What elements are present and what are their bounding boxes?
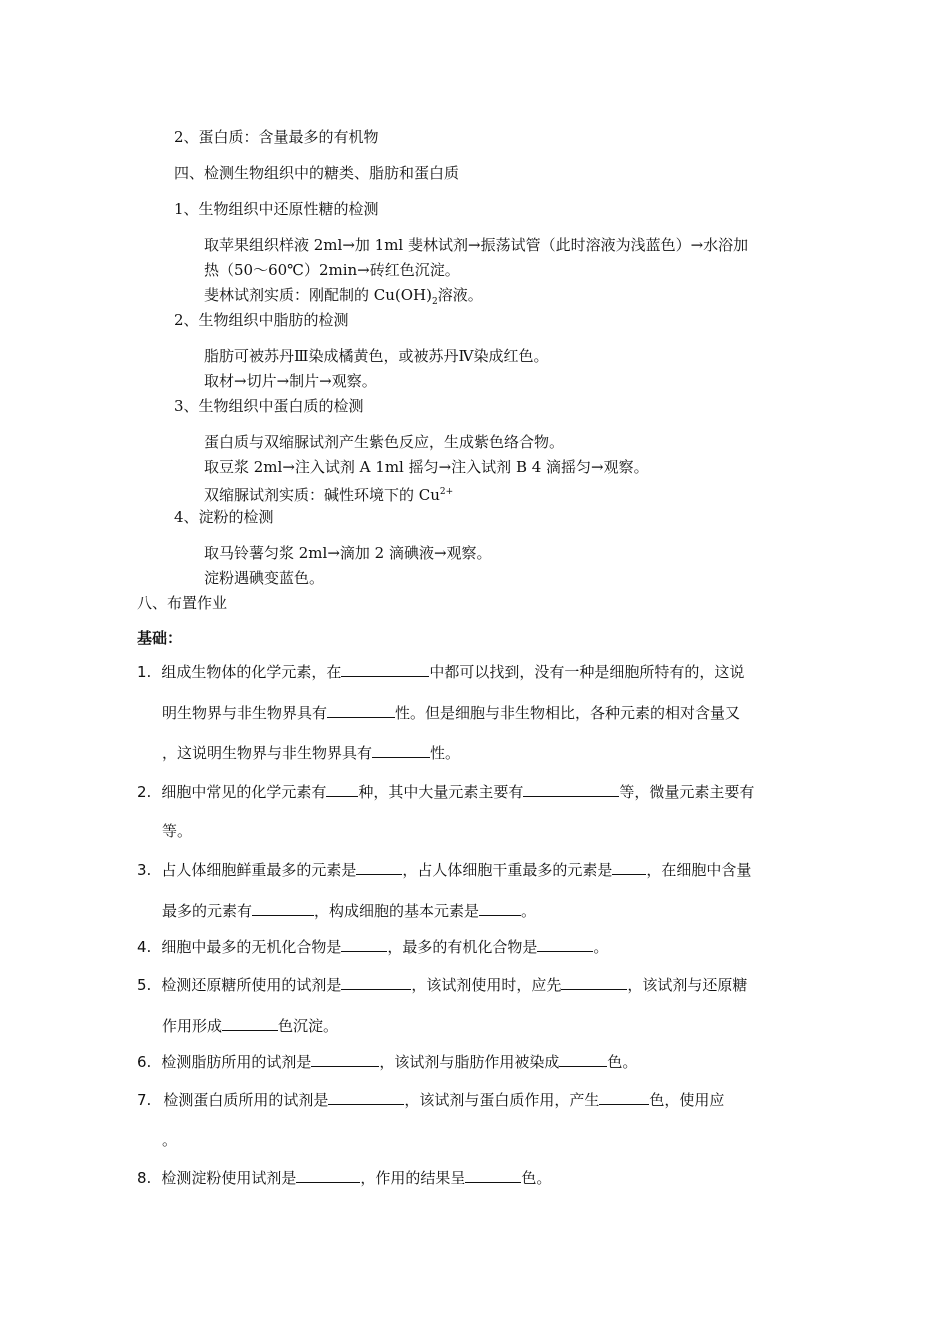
answer-blank[interactable]: [252, 901, 314, 916]
question-text: 作用形成: [162, 1017, 223, 1035]
question-1-line2: [162, 703, 740, 723]
question-text: 检测脂肪所用的试剂是: [161, 1053, 312, 1071]
question-5-line1: [137, 975, 747, 995]
question-text: ，构成细胞的基本元素是: [314, 902, 480, 920]
question-text: 细胞中最多的无机化合物是: [161, 938, 342, 956]
answer-blank[interactable]: [599, 1090, 649, 1105]
question-2-line1: [137, 782, 754, 802]
question-text: ，该试剂使用时，应先: [411, 976, 562, 994]
fat-stain-line: 脂肪可被苏丹Ⅲ染成橘黄色，或被苏丹Ⅳ染成红色。: [204, 347, 549, 365]
section-eight-heading: 八、布置作业: [137, 594, 228, 612]
fehling-note-end: 溶液。: [437, 286, 483, 304]
subheading-reducing-sugar: 1、生物组织中还原性糖的检测: [174, 200, 379, 218]
answer-blank[interactable]: [326, 782, 358, 797]
protein-reaction-line: 蛋白质与双缩脲试剂产生紫色反应，生成紫色络合物。: [204, 433, 565, 451]
question-number: 6.: [137, 1053, 152, 1071]
question-1-line1: [137, 662, 744, 682]
question-number: 3.: [137, 861, 152, 879]
question-text: 色沉淀。: [278, 1017, 339, 1035]
fehling-note-text: 斐林试剂实质：刚配制的 Cu(OH): [204, 286, 432, 304]
answer-blank[interactable]: [612, 860, 646, 875]
question-text: 性。但是细胞与非生物相比，各种元素的相对含量又: [395, 704, 741, 722]
subheading-fat: 2、生物组织中脂肪的检测: [174, 311, 349, 329]
question-text: 细胞中常见的化学元素有: [161, 783, 327, 801]
question-text: 色，使用应: [649, 1091, 725, 1109]
biuret-superscript: 2+: [439, 487, 454, 497]
answer-blank[interactable]: [341, 662, 429, 677]
question-7-line2: 。: [162, 1131, 178, 1149]
answer-blank[interactable]: [296, 1168, 360, 1183]
fehling-reagent-note: [204, 285, 483, 312]
answer-blank[interactable]: [465, 1168, 521, 1183]
answer-blank[interactable]: [328, 1090, 404, 1105]
answer-blank[interactable]: [341, 975, 411, 990]
question-text: 性。: [430, 744, 461, 762]
question-text: ，该试剂与脂肪作用被染成: [379, 1053, 560, 1071]
question-number: 4.: [137, 938, 152, 956]
question-text: 检测蛋白质所用的试剂是: [163, 1091, 329, 1109]
question-text: ，该试剂与蛋白质作用，产生: [404, 1091, 600, 1109]
question-2-line2: 等。: [162, 822, 193, 840]
question-text: 色。: [607, 1053, 638, 1071]
section-four-heading: 四、检测生物组织中的糖类、脂肪和蛋白质: [174, 164, 460, 182]
question-text: 最多的元素有: [162, 902, 253, 920]
question-text: 检测还原糖所使用的试剂是: [161, 976, 342, 994]
question-text: 组成生物体的化学元素，在: [161, 663, 342, 681]
question-text: 色。: [521, 1169, 552, 1187]
question-3-line2: [162, 901, 536, 921]
question-number: 1.: [137, 663, 152, 681]
subheading-protein: 3、生物组织中蛋白质的检测: [174, 397, 364, 415]
question-5-line2: [162, 1016, 338, 1036]
question-7-line1: [137, 1090, 724, 1110]
question-text: 等，微量元素主要有: [619, 783, 755, 801]
question-number: 8.: [137, 1169, 152, 1187]
biuret-reagent-note: [204, 482, 453, 505]
answer-blank[interactable]: [356, 860, 402, 875]
question-4-line1: [137, 937, 608, 957]
answer-blank[interactable]: [561, 975, 627, 990]
question-text: 。: [521, 902, 537, 920]
protein-procedure-line: 取豆浆 2ml→注入试剂 A 1ml 摇匀→注入试剂 B 4 滴摇匀→观察。: [204, 458, 649, 476]
question-text: 占人体细胞鲜重最多的元素是: [161, 861, 357, 879]
fehling-subscript: 2: [432, 297, 438, 307]
answer-blank[interactable]: [537, 937, 593, 952]
question-3-line1: [137, 860, 751, 880]
question-text: 。: [593, 938, 609, 956]
sugar-procedure-line2: 热（50～60℃）2min→砖红色沉淀。: [204, 261, 460, 279]
outline-protein-line: 2、蛋白质：含量最多的有机物: [174, 128, 379, 146]
fat-procedure-line: 取材→切片→制片→观察。: [204, 372, 377, 390]
answer-blank[interactable]: [327, 703, 395, 718]
question-text: ，占人体细胞干重最多的元素是: [402, 861, 613, 879]
question-text: 种，其中大量元素主要有: [358, 783, 524, 801]
answer-blank[interactable]: [311, 1052, 379, 1067]
answer-blank[interactable]: [341, 937, 387, 952]
question-text: ，这说明生物界与非生物界具有: [162, 744, 373, 762]
question-6-line1: [137, 1052, 637, 1072]
sugar-procedure-line1: 取苹果组织样液 2ml→加 1ml 斐林试剂→振荡试管（此时溶液为浅蓝色）→水浴加: [204, 236, 749, 254]
question-number: 5.: [137, 976, 152, 994]
starch-procedure-line: 取马铃薯匀浆 2ml→滴加 2 滴碘液→观察。: [204, 544, 492, 562]
biuret-note-text: 双缩脲试剂实质：碱性环境下的 Cu: [204, 486, 440, 504]
answer-blank[interactable]: [222, 1016, 278, 1031]
answer-blank[interactable]: [559, 1052, 607, 1067]
question-text: 中都可以找到，没有一种是细胞所特有的，这说: [429, 663, 745, 681]
question-text: 明生物界与非生物界具有: [162, 704, 328, 722]
starch-result-line: 淀粉遇碘变蓝色。: [204, 569, 325, 587]
question-text: ，该试剂与还原糖: [627, 976, 748, 994]
question-text: ，作用的结果呈: [360, 1169, 466, 1187]
question-1-line3: [162, 743, 460, 763]
answer-blank[interactable]: [479, 901, 521, 916]
question-text: ，最多的有机化合物是: [387, 938, 538, 956]
question-number: 2.: [137, 783, 152, 801]
subheading-starch: 4、淀粉的检测: [174, 508, 274, 526]
answer-blank[interactable]: [372, 743, 430, 758]
answer-blank[interactable]: [523, 782, 619, 797]
question-8-line1: [137, 1168, 551, 1188]
question-text: 检测淀粉使用试剂是: [161, 1169, 297, 1187]
homework-basic-heading: 基础：: [137, 629, 183, 647]
question-number: 7.: [137, 1091, 152, 1109]
question-text: ，在细胞中含量: [646, 861, 752, 879]
